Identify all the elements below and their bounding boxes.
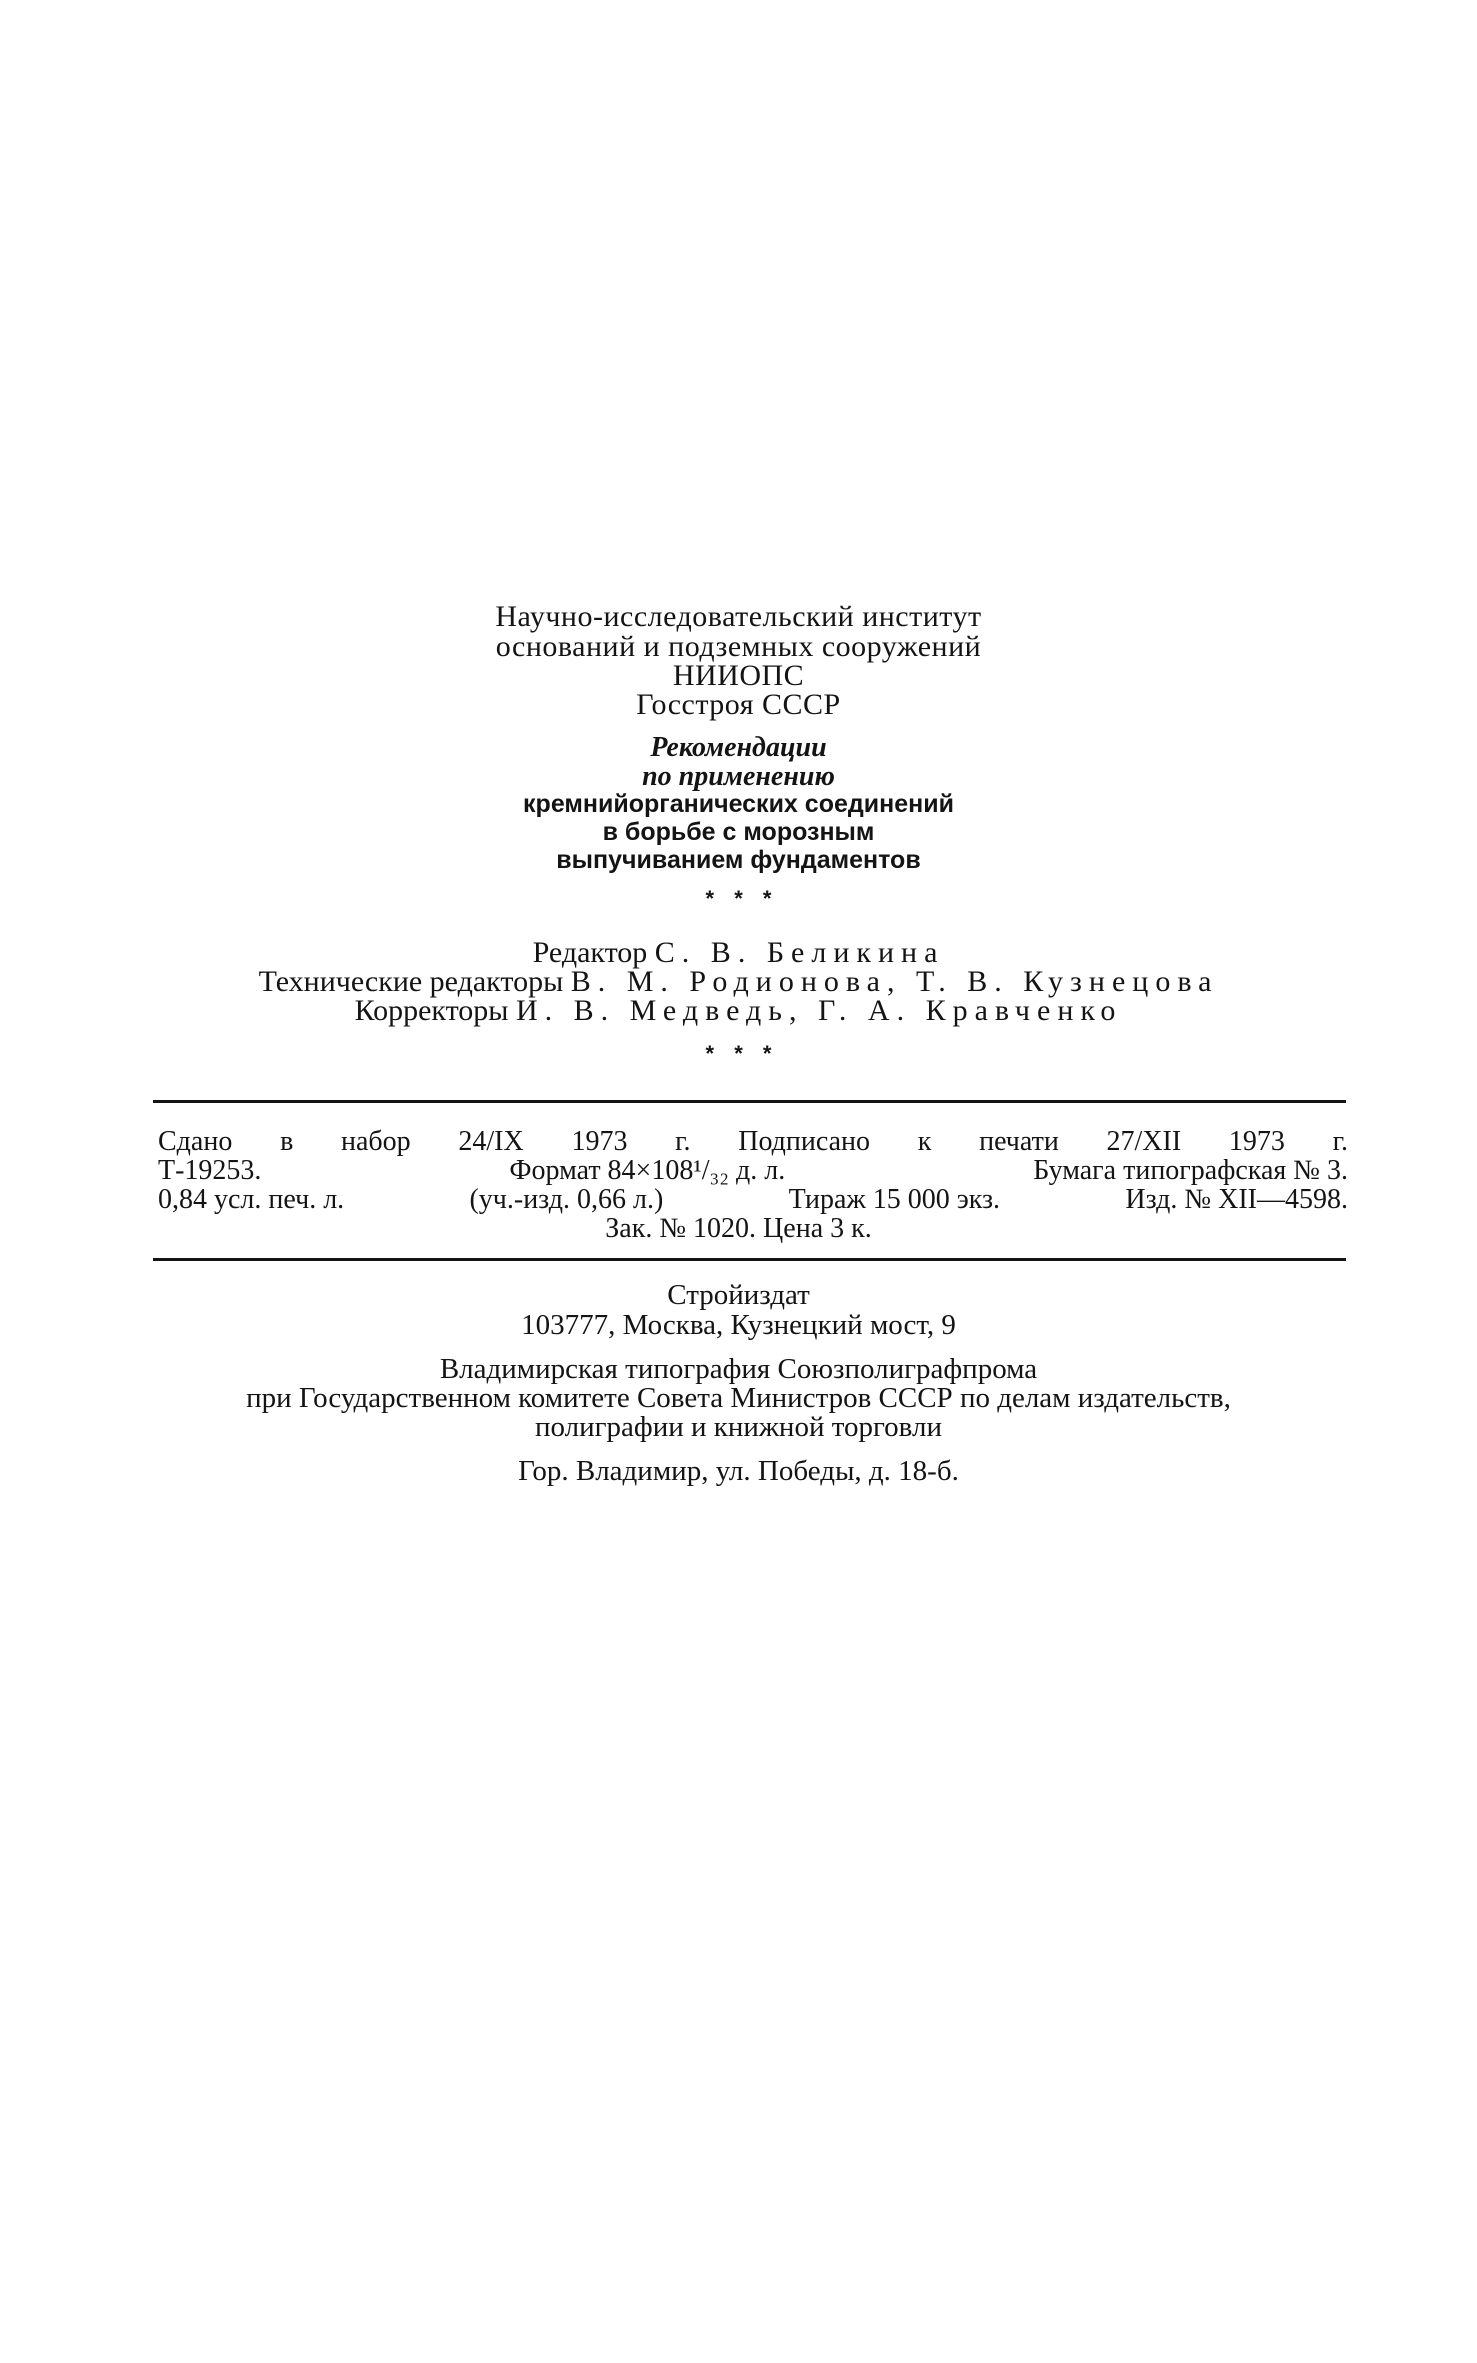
imprint-row-1: [158, 1128, 1348, 1156]
publisher-address: 103777, Москва, Кузнецкий мост, 9: [521, 1309, 956, 1341]
institute-line-2: оснований и подземных сооружений: [495, 630, 982, 663]
imprint-row-2: [158, 1157, 1348, 1185]
imprint-row1-word: печати: [979, 1126, 1059, 1157]
separator-stars-2: * * *: [705, 1041, 772, 1066]
title-line-4: в борьбе с морозным: [602, 818, 875, 846]
imprint-row1-word: 1973: [571, 1126, 628, 1157]
printer-address: Гор. Владимир, ул. Победы, д. 18-б.: [518, 1455, 959, 1487]
title-line-2: по применению: [642, 761, 835, 792]
tech-editors-names: В. М. Родионова, Т. В. Кузнецова: [570, 965, 1219, 998]
publisher-sheets: (уч.-изд. 0,66 л.): [469, 1184, 664, 1215]
imprint-row1-word: в: [280, 1126, 294, 1157]
printed-sheets: 0,84 усл. печ. л.: [158, 1184, 345, 1215]
title-line-1: Рекомендации: [650, 732, 827, 763]
institute-abbreviation: НИИОПС: [672, 659, 805, 692]
order-and-price: Зак. № 1020. Цена 3 к.: [605, 1213, 872, 1244]
credit-correctors: [0, 996, 1477, 1026]
editor-name: С. В. Беликина: [654, 936, 945, 969]
print-order-number: Т-19253.: [158, 1155, 262, 1186]
rule-top: [153, 1100, 1346, 1103]
imprint-row1-word: 24/IX: [458, 1126, 524, 1157]
imprint-row1-word: 1973: [1228, 1126, 1285, 1157]
rule-bottom: [153, 1258, 1346, 1261]
imprint-row1-word: к: [917, 1126, 932, 1157]
title-line-3: кремнийорганических соединений: [523, 790, 954, 818]
printer-line-1: Владимирская типография Союзполиграфпрома: [439, 1353, 1038, 1385]
publisher-name: Стройиздат: [667, 1279, 810, 1311]
imprint-row1-word: Сдано: [158, 1126, 233, 1157]
correctors-label: Корректоры: [354, 994, 509, 1027]
imprint-row1-word: г.: [1332, 1126, 1348, 1157]
separator-stars-1: * * *: [705, 886, 772, 911]
tech-editors-label: Технические редакторы: [258, 965, 564, 998]
imprint-row1-word: г.: [675, 1126, 691, 1157]
printer-line-2: при Государственном комитете Совета Министров СССР по делам издательств,: [246, 1382, 1231, 1414]
paper-spec: Бумага типографская № 3.: [1033, 1155, 1348, 1186]
credit-tech-editors: [0, 967, 1477, 997]
institute-line-1: Научно-исследовательский институт: [495, 600, 982, 633]
edition-number: Изд. № XII—4598.: [1125, 1184, 1348, 1215]
editor-label: Редактор: [532, 936, 648, 969]
imprint-row1-word: 27/XII: [1106, 1126, 1182, 1157]
imprint-row1-word: набор: [341, 1126, 411, 1157]
printer-line-3: полиграфии и книжной торговли: [535, 1411, 942, 1443]
format-spec: Формат 84×108¹/₃₂ д. л.: [509, 1155, 786, 1186]
title-line-5: выпучиванием фундаментов: [556, 846, 921, 874]
correctors-names: И. В. Медведь, Г. А. Кравченко: [515, 994, 1123, 1027]
credit-editor: [0, 938, 1477, 968]
imprint-row1-word: Подписано: [738, 1126, 871, 1157]
imprint-row-3: [158, 1186, 1348, 1214]
print-run: Тираж 15 000 экз.: [788, 1184, 1001, 1215]
institute-line-4: Госстроя СССР: [636, 688, 841, 721]
